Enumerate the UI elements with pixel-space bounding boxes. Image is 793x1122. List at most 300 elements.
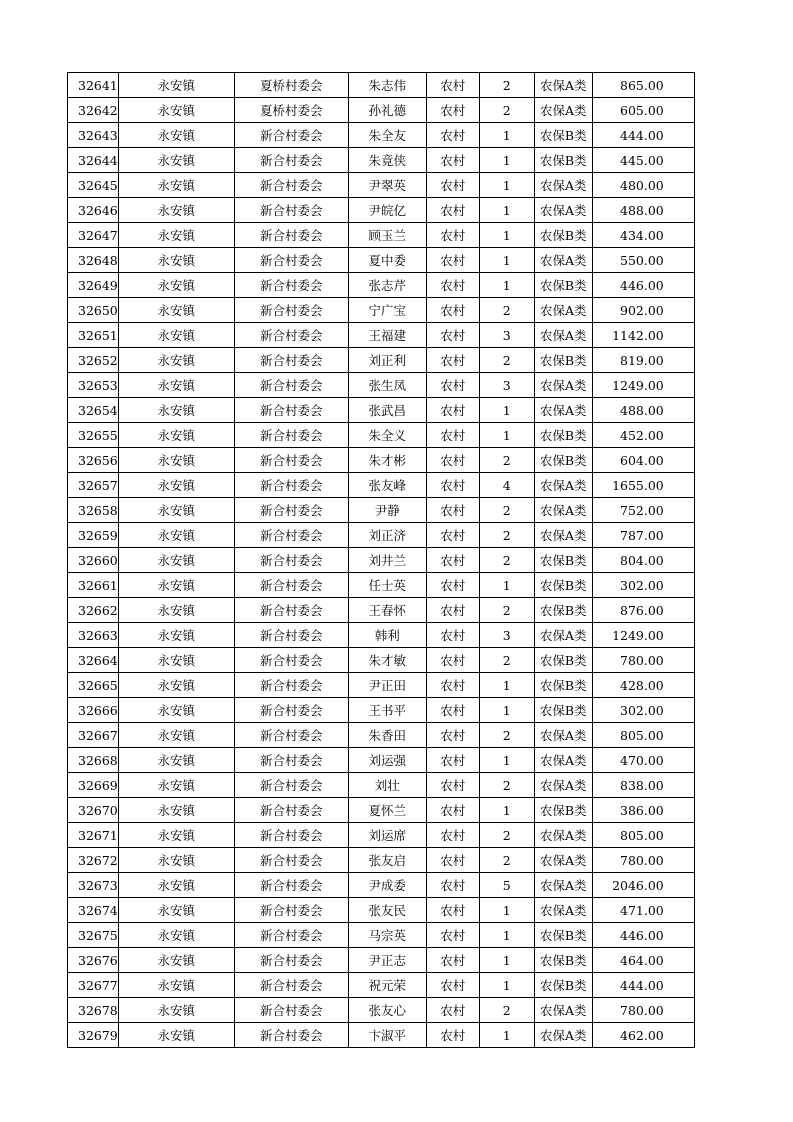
- town-cell: 永安镇: [118, 448, 234, 473]
- name-cell: 张武昌: [348, 398, 426, 423]
- town-cell: 永安镇: [118, 673, 234, 698]
- insurance-class-cell: 农保B类: [534, 598, 592, 623]
- household-size-cell: 2: [479, 598, 534, 623]
- name-cell: 张友峰: [348, 473, 426, 498]
- household-size-cell: 2: [479, 848, 534, 873]
- name-cell: 王书平: [348, 698, 426, 723]
- amount-cell: 446.00: [592, 923, 694, 948]
- household-size-cell: 1: [479, 573, 534, 598]
- residence-type-cell: 农村: [426, 773, 479, 798]
- amount-cell: 446.00: [592, 273, 694, 298]
- insurance-class-cell: 农保A类: [534, 723, 592, 748]
- insurance-class-cell: 农保A类: [534, 373, 592, 398]
- village-committee-cell: 新合村委会: [234, 948, 348, 973]
- residence-type-cell: 农村: [426, 123, 479, 148]
- residence-type-cell: 农村: [426, 923, 479, 948]
- name-cell: 孙礼德: [348, 98, 426, 123]
- household-size-cell: 1: [479, 123, 534, 148]
- table-row: [68, 348, 695, 373]
- record-id-cell: 32662: [68, 598, 119, 623]
- residence-type-cell: 农村: [426, 423, 479, 448]
- town-cell: 永安镇: [118, 548, 234, 573]
- record-id-cell: 32661: [68, 573, 119, 598]
- record-id-cell: 32665: [68, 673, 119, 698]
- name-cell: 朱香田: [348, 723, 426, 748]
- record-id-cell: 32658: [68, 498, 119, 523]
- town-cell: 永安镇: [118, 773, 234, 798]
- record-id-cell: 32642: [68, 98, 119, 123]
- town-cell: 永安镇: [118, 723, 234, 748]
- village-committee-cell: 新合村委会: [234, 273, 348, 298]
- village-committee-cell: 新合村委会: [234, 248, 348, 273]
- name-cell: 朱才敏: [348, 648, 426, 673]
- village-committee-cell: 新合村委会: [234, 598, 348, 623]
- household-size-cell: 3: [479, 323, 534, 348]
- household-size-cell: 2: [479, 548, 534, 573]
- residence-type-cell: 农村: [426, 648, 479, 673]
- residence-type-cell: 农村: [426, 548, 479, 573]
- record-id-cell: 32678: [68, 998, 119, 1023]
- amount-cell: 604.00: [592, 448, 694, 473]
- name-cell: 尹静: [348, 498, 426, 523]
- village-committee-cell: 新合村委会: [234, 498, 348, 523]
- name-cell: 朱竟侠: [348, 148, 426, 173]
- village-committee-cell: 新合村委会: [234, 1023, 348, 1048]
- residence-type-cell: 农村: [426, 823, 479, 848]
- residence-type-cell: 农村: [426, 948, 479, 973]
- insurance-class-cell: 农保B类: [534, 673, 592, 698]
- town-cell: 永安镇: [118, 948, 234, 973]
- village-committee-cell: 新合村委会: [234, 823, 348, 848]
- table-row: [68, 648, 695, 673]
- village-committee-cell: 新合村委会: [234, 123, 348, 148]
- name-cell: 刘井兰: [348, 548, 426, 573]
- insurance-class-cell: 农保B类: [534, 123, 592, 148]
- amount-cell: 550.00: [592, 248, 694, 273]
- amount-cell: 386.00: [592, 798, 694, 823]
- record-id-cell: 32641: [68, 73, 119, 98]
- name-cell: 韩利: [348, 623, 426, 648]
- amount-cell: 819.00: [592, 348, 694, 373]
- name-cell: 朱才彬: [348, 448, 426, 473]
- record-id-cell: 32643: [68, 123, 119, 148]
- town-cell: 永安镇: [118, 998, 234, 1023]
- town-cell: 永安镇: [118, 173, 234, 198]
- table-row: [68, 323, 695, 348]
- household-size-cell: 5: [479, 873, 534, 898]
- village-committee-cell: 新合村委会: [234, 323, 348, 348]
- residence-type-cell: 农村: [426, 973, 479, 998]
- insurance-class-cell: 农保A类: [534, 198, 592, 223]
- name-cell: 刘运强: [348, 748, 426, 773]
- record-id-cell: 32649: [68, 273, 119, 298]
- name-cell: 刘正济: [348, 523, 426, 548]
- residence-type-cell: 农村: [426, 398, 479, 423]
- table-row: [68, 248, 695, 273]
- name-cell: 卞淑平: [348, 1023, 426, 1048]
- amount-cell: 605.00: [592, 98, 694, 123]
- town-cell: 永安镇: [118, 598, 234, 623]
- name-cell: 顾玉兰: [348, 223, 426, 248]
- town-cell: 永安镇: [118, 398, 234, 423]
- record-id-cell: 32654: [68, 398, 119, 423]
- table-row: [68, 73, 695, 98]
- household-size-cell: 1: [479, 673, 534, 698]
- table-row: [68, 948, 695, 973]
- insurance-class-cell: 农保A类: [534, 248, 592, 273]
- table-row: [68, 723, 695, 748]
- record-id-cell: 32648: [68, 248, 119, 273]
- insurance-class-cell: 农保A类: [534, 523, 592, 548]
- record-id-cell: 32671: [68, 823, 119, 848]
- record-id-cell: 32663: [68, 623, 119, 648]
- village-committee-cell: 新合村委会: [234, 748, 348, 773]
- record-id-cell: 32646: [68, 198, 119, 223]
- record-id-cell: 32670: [68, 798, 119, 823]
- table-row: [68, 823, 695, 848]
- amount-cell: 780.00: [592, 648, 694, 673]
- amount-cell: 752.00: [592, 498, 694, 523]
- household-size-cell: 1: [479, 248, 534, 273]
- table-row: [68, 373, 695, 398]
- table-row: [68, 273, 695, 298]
- insurance-class-cell: 农保B类: [534, 223, 592, 248]
- table-row: [68, 623, 695, 648]
- town-cell: 永安镇: [118, 848, 234, 873]
- residence-type-cell: 农村: [426, 623, 479, 648]
- amount-cell: 488.00: [592, 398, 694, 423]
- household-size-cell: 1: [479, 1023, 534, 1048]
- amount-cell: 780.00: [592, 848, 694, 873]
- village-committee-cell: 新合村委会: [234, 223, 348, 248]
- village-committee-cell: 夏桥村委会: [234, 98, 348, 123]
- amount-cell: 462.00: [592, 1023, 694, 1048]
- village-committee-cell: 新合村委会: [234, 798, 348, 823]
- town-cell: 永安镇: [118, 648, 234, 673]
- residence-type-cell: 农村: [426, 998, 479, 1023]
- household-size-cell: 1: [479, 698, 534, 723]
- amount-cell: 902.00: [592, 298, 694, 323]
- town-cell: 永安镇: [118, 823, 234, 848]
- household-size-cell: 2: [479, 98, 534, 123]
- record-id-cell: 32655: [68, 423, 119, 448]
- village-committee-cell: 新合村委会: [234, 398, 348, 423]
- record-id-cell: 32652: [68, 348, 119, 373]
- village-committee-cell: 新合村委会: [234, 773, 348, 798]
- table-row: [68, 473, 695, 498]
- amount-cell: 488.00: [592, 198, 694, 223]
- insurance-class-cell: 农保A类: [534, 323, 592, 348]
- village-committee-cell: 新合村委会: [234, 923, 348, 948]
- residence-type-cell: 农村: [426, 348, 479, 373]
- insurance-class-cell: 农保B类: [534, 448, 592, 473]
- residence-type-cell: 农村: [426, 848, 479, 873]
- name-cell: 夏中委: [348, 248, 426, 273]
- table-row: [68, 873, 695, 898]
- table-row: [68, 148, 695, 173]
- name-cell: 刘正利: [348, 348, 426, 373]
- table-row: [68, 923, 695, 948]
- insurance-class-cell: 农保A类: [534, 623, 592, 648]
- village-committee-cell: 新合村委会: [234, 998, 348, 1023]
- village-committee-cell: 新合村委会: [234, 848, 348, 873]
- table-row: [68, 448, 695, 473]
- name-cell: 尹成委: [348, 873, 426, 898]
- insurance-class-cell: 农保A类: [534, 398, 592, 423]
- household-size-cell: 3: [479, 623, 534, 648]
- household-size-cell: 2: [479, 298, 534, 323]
- amount-cell: 2046.00: [592, 873, 694, 898]
- amount-cell: 1142.00: [592, 323, 694, 348]
- residence-type-cell: 农村: [426, 173, 479, 198]
- insurance-class-cell: 农保B类: [534, 973, 592, 998]
- insurance-class-cell: 农保A类: [534, 498, 592, 523]
- insurance-class-cell: 农保A类: [534, 873, 592, 898]
- insurance-class-cell: 农保B类: [534, 798, 592, 823]
- village-committee-cell: 新合村委会: [234, 898, 348, 923]
- record-id-cell: 32653: [68, 373, 119, 398]
- insurance-class-cell: 农保B类: [534, 573, 592, 598]
- insurance-class-cell: 农保B类: [534, 148, 592, 173]
- residence-type-cell: 农村: [426, 373, 479, 398]
- town-cell: 永安镇: [118, 248, 234, 273]
- record-id-cell: 32669: [68, 773, 119, 798]
- village-committee-cell: 新合村委会: [234, 698, 348, 723]
- record-id-cell: 32647: [68, 223, 119, 248]
- town-cell: 永安镇: [118, 148, 234, 173]
- town-cell: 永安镇: [118, 498, 234, 523]
- name-cell: 王春怀: [348, 598, 426, 623]
- household-size-cell: 2: [479, 773, 534, 798]
- village-committee-cell: 新合村委会: [234, 448, 348, 473]
- insurance-class-cell: 农保A类: [534, 823, 592, 848]
- table-row: [68, 548, 695, 573]
- table-row: [68, 573, 695, 598]
- amount-cell: 780.00: [592, 998, 694, 1023]
- amount-cell: 1249.00: [592, 623, 694, 648]
- amount-cell: 471.00: [592, 898, 694, 923]
- insurance-class-cell: 农保A类: [534, 748, 592, 773]
- town-cell: 永安镇: [118, 323, 234, 348]
- amount-cell: 445.00: [592, 148, 694, 173]
- household-size-cell: 2: [479, 448, 534, 473]
- village-committee-cell: 新合村委会: [234, 523, 348, 548]
- table-row: [68, 748, 695, 773]
- table-row: [68, 973, 695, 998]
- table-row: [68, 123, 695, 148]
- village-committee-cell: 新合村委会: [234, 573, 348, 598]
- insurance-class-cell: 农保A类: [534, 848, 592, 873]
- residence-type-cell: 农村: [426, 273, 479, 298]
- name-cell: 夏怀兰: [348, 798, 426, 823]
- town-cell: 永安镇: [118, 923, 234, 948]
- insurance-class-cell: 农保A类: [534, 1023, 592, 1048]
- insurance-class-cell: 农保B类: [534, 698, 592, 723]
- table-row: [68, 198, 695, 223]
- name-cell: 宁广宝: [348, 298, 426, 323]
- amount-cell: 865.00: [592, 73, 694, 98]
- household-size-cell: 1: [479, 973, 534, 998]
- name-cell: 张生凤: [348, 373, 426, 398]
- amount-cell: 480.00: [592, 173, 694, 198]
- village-committee-cell: 新合村委会: [234, 648, 348, 673]
- residence-type-cell: 农村: [426, 748, 479, 773]
- name-cell: 刘壮: [348, 773, 426, 798]
- table-row: [68, 848, 695, 873]
- insurance-class-cell: 农保B类: [534, 948, 592, 973]
- village-committee-cell: 新合村委会: [234, 673, 348, 698]
- insurance-class-cell: 农保A类: [534, 98, 592, 123]
- record-id-cell: 32672: [68, 848, 119, 873]
- name-cell: 张友心: [348, 998, 426, 1023]
- name-cell: 尹翠英: [348, 173, 426, 198]
- town-cell: 永安镇: [118, 348, 234, 373]
- name-cell: 祝元荣: [348, 973, 426, 998]
- household-size-cell: 2: [479, 498, 534, 523]
- village-committee-cell: 新合村委会: [234, 198, 348, 223]
- insurance-class-cell: 农保B类: [534, 273, 592, 298]
- village-committee-cell: 新合村委会: [234, 173, 348, 198]
- amount-cell: 302.00: [592, 698, 694, 723]
- household-size-cell: 1: [479, 198, 534, 223]
- residence-type-cell: 农村: [426, 73, 479, 98]
- amount-cell: 428.00: [592, 673, 694, 698]
- village-committee-cell: 新合村委会: [234, 348, 348, 373]
- insurance-class-cell: 农保A类: [534, 73, 592, 98]
- town-cell: 永安镇: [118, 223, 234, 248]
- household-size-cell: 1: [479, 748, 534, 773]
- household-size-cell: 1: [479, 173, 534, 198]
- household-size-cell: 1: [479, 398, 534, 423]
- insurance-class-cell: 农保A类: [534, 898, 592, 923]
- record-id-cell: 32674: [68, 898, 119, 923]
- village-committee-cell: 新合村委会: [234, 423, 348, 448]
- insurance-class-cell: 农保A类: [534, 773, 592, 798]
- village-committee-cell: 新合村委会: [234, 548, 348, 573]
- household-size-cell: 1: [479, 898, 534, 923]
- residence-type-cell: 农村: [426, 673, 479, 698]
- insurance-class-cell: 农保A类: [534, 173, 592, 198]
- household-size-cell: 1: [479, 148, 534, 173]
- table-row: [68, 898, 695, 923]
- town-cell: 永安镇: [118, 373, 234, 398]
- name-cell: 王福建: [348, 323, 426, 348]
- table-row: [68, 298, 695, 323]
- household-size-cell: 1: [479, 948, 534, 973]
- residence-type-cell: 农村: [426, 798, 479, 823]
- record-id-cell: 32666: [68, 698, 119, 723]
- town-cell: 永安镇: [118, 748, 234, 773]
- amount-cell: 805.00: [592, 823, 694, 848]
- town-cell: 永安镇: [118, 273, 234, 298]
- village-committee-cell: 新合村委会: [234, 973, 348, 998]
- table-row: [68, 1023, 695, 1048]
- village-committee-cell: 新合村委会: [234, 623, 348, 648]
- name-cell: 朱全友: [348, 123, 426, 148]
- insurance-class-cell: 农保A类: [534, 473, 592, 498]
- amount-cell: 302.00: [592, 573, 694, 598]
- record-id-cell: 32659: [68, 523, 119, 548]
- amount-cell: 804.00: [592, 548, 694, 573]
- amount-cell: 464.00: [592, 948, 694, 973]
- record-id-cell: 32660: [68, 548, 119, 573]
- insurance-class-cell: 农保B类: [534, 548, 592, 573]
- town-cell: 永安镇: [118, 473, 234, 498]
- residence-type-cell: 农村: [426, 873, 479, 898]
- name-cell: 朱志伟: [348, 73, 426, 98]
- residence-type-cell: 农村: [426, 148, 479, 173]
- table-row: [68, 773, 695, 798]
- residence-type-cell: 农村: [426, 198, 479, 223]
- record-id-cell: 32657: [68, 473, 119, 498]
- residence-type-cell: 农村: [426, 248, 479, 273]
- name-cell: 张友民: [348, 898, 426, 923]
- record-id-cell: 32656: [68, 448, 119, 473]
- household-size-cell: 2: [479, 648, 534, 673]
- town-cell: 永安镇: [118, 698, 234, 723]
- household-size-cell: 2: [479, 723, 534, 748]
- record-id-cell: 32664: [68, 648, 119, 673]
- residence-type-cell: 农村: [426, 98, 479, 123]
- residence-type-cell: 农村: [426, 573, 479, 598]
- town-cell: 永安镇: [118, 898, 234, 923]
- insurance-class-cell: 农保B类: [534, 648, 592, 673]
- table-row: [68, 98, 695, 123]
- record-id-cell: 32676: [68, 948, 119, 973]
- name-cell: 张志芹: [348, 273, 426, 298]
- amount-cell: 444.00: [592, 123, 694, 148]
- village-committee-cell: 新合村委会: [234, 298, 348, 323]
- amount-cell: 876.00: [592, 598, 694, 623]
- table-row: [68, 423, 695, 448]
- village-committee-cell: 新合村委会: [234, 373, 348, 398]
- table-row: [68, 223, 695, 248]
- amount-cell: 434.00: [592, 223, 694, 248]
- village-committee-cell: 新合村委会: [234, 873, 348, 898]
- insurance-class-cell: 农保B类: [534, 423, 592, 448]
- residence-type-cell: 农村: [426, 523, 479, 548]
- town-cell: 永安镇: [118, 198, 234, 223]
- table-row: [68, 673, 695, 698]
- table-body: [68, 73, 695, 1048]
- name-cell: 张友启: [348, 848, 426, 873]
- residence-type-cell: 农村: [426, 598, 479, 623]
- village-committee-cell: 夏桥村委会: [234, 73, 348, 98]
- residence-type-cell: 农村: [426, 698, 479, 723]
- town-cell: 永安镇: [118, 798, 234, 823]
- record-id-cell: 32645: [68, 173, 119, 198]
- town-cell: 永安镇: [118, 98, 234, 123]
- residence-type-cell: 农村: [426, 298, 479, 323]
- residence-type-cell: 农村: [426, 498, 479, 523]
- town-cell: 永安镇: [118, 973, 234, 998]
- household-size-cell: 2: [479, 348, 534, 373]
- amount-cell: 787.00: [592, 523, 694, 548]
- name-cell: 刘运席: [348, 823, 426, 848]
- residence-type-cell: 农村: [426, 723, 479, 748]
- residence-type-cell: 农村: [426, 898, 479, 923]
- town-cell: 永安镇: [118, 423, 234, 448]
- residence-type-cell: 农村: [426, 1023, 479, 1048]
- insurance-class-cell: 农保B类: [534, 923, 592, 948]
- name-cell: 任士英: [348, 573, 426, 598]
- record-id-cell: 32651: [68, 323, 119, 348]
- table-row: [68, 598, 695, 623]
- record-id-cell: 32667: [68, 723, 119, 748]
- table-row: [68, 998, 695, 1023]
- amount-cell: 805.00: [592, 723, 694, 748]
- amount-cell: 444.00: [592, 973, 694, 998]
